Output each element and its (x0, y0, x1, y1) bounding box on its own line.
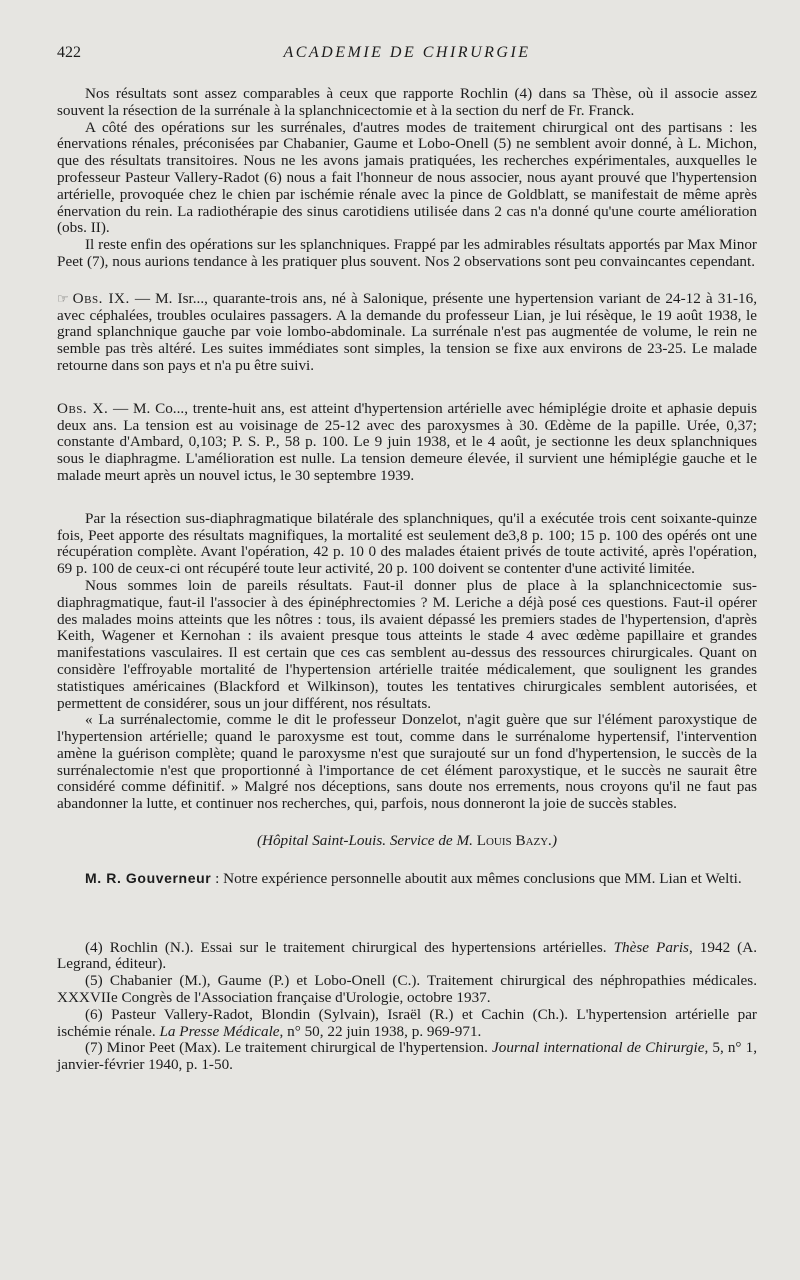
observation-x-text: — M. Co..., trente-huit ans, est atteint d'hypertension artérielle avec hémiplégie droite et aphasie depuis deux ans. La tension est au voisinage de 25-12 avec des paroxysmes à 30. Œdème de la papille. Urée, 0,37; constante d'Ambard, 0,103; P. S. P., 58 p. 100. Le 9 juin 1938, et le 4 août, je sectionne les deux splanchniques sous le diaphragme. L'amélioration est nulle. La tension demeure élevée, il survient une hémiplégie gauche et le malade meurt après un nouvel ictus, le 30 septembre 1939. (57, 399, 757, 484)
reference-source: Journal international de Chirurgie (491, 1039, 705, 1057)
paragraph-4: Par la résection sus-diaphragmatique bilatérale des splanchniques, qu'il a exécutée trois cent soixante-quinze fois, Peet apporte des résultats magnifiques, la mortalité est seulement de3,8 p. 100; 15 p. 100 des opérés ont une récupération complète. Avant l'opération, 42 p. 10 0 des malades étaient privés de toute activité, après l'opération, 69 p. 100 de ceux-ci ont récupéré toute leur activité, 20 p. 100 doivent se contenter d'une activité limitée. (57, 509, 757, 578)
reference-number: (6) (85, 1005, 103, 1023)
reference-source: Thèse Paris (613, 938, 689, 956)
reference-number: (7) (85, 1039, 103, 1057)
paragraph-5: Nous sommes loin de pareils résultats. Faut-il donner plus de place à la splanchnicectomie sus-diaphragmatique, faut-il l'associer à des épinéphrectomies ? M. Leriche a déjà posé ces questions. Faut-il opérer des malades moins atteints que les nôtres : tous, ils avaient dépassé les premiers stades de l'hypertension, d'après Keith, Wagener et Kernohan : ils avaient presque tous atteints le stade 4 avec œdème papillaire et grandes manifestations vasculaires. Il est certain que ces cas semblent au-dessus des ressources chirurgicales. Quant on considère l'effroyable mortalité de l'hypertension artérielle traitée médicalement, que soulignent les grandes statistiques américaines (Blackford et Wilkinson), toutes les tentatives chirurgicales semblent autorisées, et permettent de considérer, sous un jour différent, nos résultats. (57, 576, 757, 712)
reference-details: , n° 50, 22 juin 1938, p. 969-971. (279, 1022, 482, 1040)
observation-ix-text: — M. Isr..., quarante-trois ans, né à Salonique, présente une hypertension variant de 24-12 à 31-16, avec céphalées, troubles oculaires passagers. A la demande du professeur Lian, je lui résèque, le 19 août 1938, le grand splanchnique gauche par voie lombo-abdominale. La surrénale n'est pas augmentée de volume, le rein ne semble pas très altéré. Les suites immédiates sont simples, la tension se fixe aux environs de 23-25. Le malade retourne dans son pays et n'a pu être suivi. (57, 289, 757, 374)
reference-7 (57, 1040, 757, 1074)
intervention (57, 870, 757, 888)
reference-text: Minor Peet (Max). Le traitement chirurgical de l'hypertension. (102, 1039, 492, 1057)
observation-x-label: Obs. X. (57, 399, 109, 417)
service-before: (Hôpital Saint-Louis. Service de M. (256, 832, 477, 850)
paragraph-6: « La surrénalectomie, comme le dit le professeur Donzelot, n'agit guère que sur l'élément paroxystique de l'hypertension artérielle; quand le paroxysme est tout, comme dans le surrénalome hypertensif, l'intervention amène la guérison complète; quand le paroxysme n'est que surajouté sur un fond d'hypertension, le succès de la surrénalectomie n'est que proportionné à l'importance de cet élément paroxystique, et le succès ne saurait être considéré comme définitif. » Malgré nos déceptions, sans doute nos errements, nous croyons qu'il ne faut pas abandonner la lutte, et continuer nos recherches, qui, parfois, nous donneront la joie de succès stables. (57, 711, 757, 813)
service-name: Louis Bazy (476, 832, 549, 850)
reference-6 (57, 1007, 757, 1041)
observation-x (57, 401, 757, 485)
reference-4 (57, 940, 757, 974)
reference-5 (57, 973, 757, 1007)
references (57, 940, 757, 1074)
intervention-speaker: M. R. Gouverneur (85, 869, 212, 886)
reference-text: Rochlin (N.). Essai sur le traitement chirurgical des hypertensions artérielles. (102, 938, 614, 956)
paragraph-1: Nos résultats sont assez comparables à ceux que rapporte Rochlin (4) dans sa Thèse, où il associe assez souvent la résection de la surrénale à la splanchnicectomie et à la section du nerf de Fr. Franck. (57, 85, 757, 119)
reference-text: Chabanier (M.), Gaume (P.) et Lobo-Onell (C.). Traitement chirurgical des néphropathies médicales. XXXVIIe Congrès de l'Association française d'Urologie, octobre 1937. (57, 972, 757, 1007)
paragraph-2: A côté des opérations sur les surrénales, d'autres modes de traitement chirurgical ont des partisans : les énervations rénales, préconisées par Chabanier, Gaume et Lobo-Onell (5) ne semblent avoir donné, à L. Michon, que des résultats transitoires. Nous ne les avons jamais pratiquées, les recherches expérimentales, auxquelles le professeur Pasteur Vallery-Radot (6) nous a fait l'honneur de nous associer, nous ayant prouvé que l'hypertension artérielle, provoquée chez le chien par ischémie rénale avec la pince de Goldblatt, se manifestait de même après énervation du rein. La radiothérapie des sinus carotidiens utilisée dans 2 cas n'a donné qu'une courte amélioration (obs. II). (57, 118, 757, 237)
page-header (57, 44, 757, 66)
reference-text: Pasteur Vallery-Radot, Blondin (Sylvain), Israël (R.) et Cachin (Ch.). L'hypertension artérielle par ischémie rénale. (57, 1005, 757, 1040)
observation-ix (57, 291, 757, 375)
service-attribution (57, 833, 757, 850)
page-number: 422 (57, 44, 81, 61)
reference-details: , 5, n° 1, janvier-février 1940, p. 1-50. (57, 1039, 757, 1074)
reference-number: (5) (85, 972, 103, 990)
observation-ix-label: Obs. IX. (72, 289, 130, 307)
paragraph-3: Il reste enfin des opérations sur les splanchniques. Frappé par les admirables résultats apportés par Max Minor Peet (7), nous aurions tendance à les pratiquer plus souvent. Nos 2 observations sont peu convaincantes cependant. (57, 236, 757, 270)
service-after: .) (548, 832, 558, 850)
intervention-text: : Notre expérience personnelle aboutit aux mêmes conclusions que MM. Lian et Welti. (211, 869, 742, 887)
pointing-hand-icon: ☞ (57, 290, 69, 306)
reference-source: La Presse Médicale (159, 1022, 280, 1040)
reference-details: , 1942 (A. Legrand, éditeur). (57, 938, 757, 973)
reference-number: (4) (85, 938, 103, 956)
running-title: ACADEMIE DE CHIRURGIE (283, 44, 531, 61)
body-text (57, 86, 757, 1074)
